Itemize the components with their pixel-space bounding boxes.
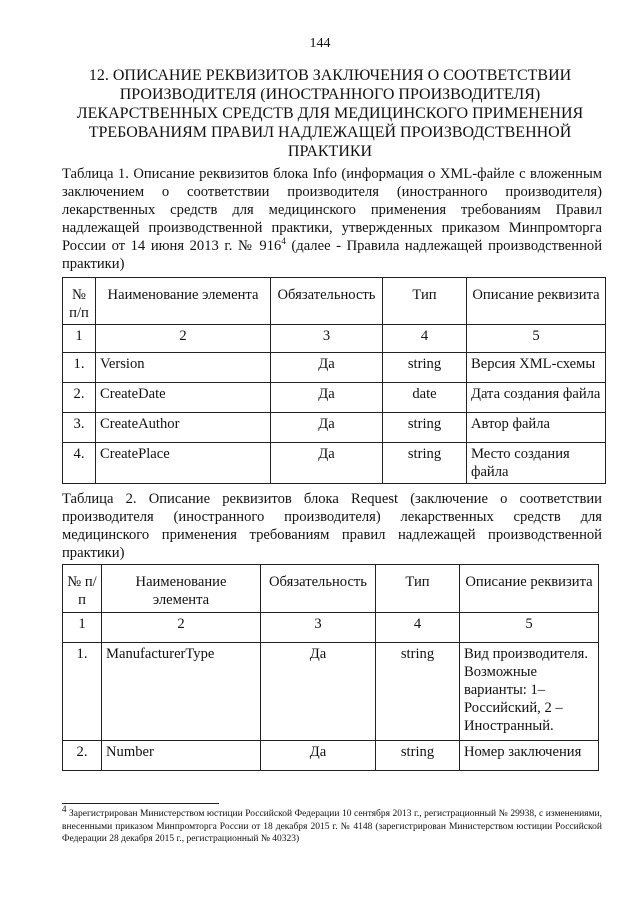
element-required: Да — [271, 383, 383, 413]
table-row — [63, 643, 599, 741]
footnote-text: Зарегистрирован Министерством юстиции Российской Федерации 10 сентября 2013 г., регистрационный № 29938, с изменениями, внесенными приказом Минпромторга России от 18 декабря 2015 г. № 4148 (зарегистрирован Министерством юстиции Российской Федерации 28 декабря 2015 г., регистрационный № 40323) — [62, 809, 602, 844]
page-number: 144 — [309, 36, 331, 51]
row-number: 2. — [63, 383, 96, 413]
table1-header-required: Обязательность — [271, 278, 383, 325]
element-description: Автор файла — [467, 413, 606, 443]
table1-caption-tail: (далее - Правила надлежащей производственной практики) — [62, 238, 603, 272]
element-required: Да — [261, 643, 376, 741]
element-description: Место создания файла — [467, 443, 606, 484]
row-number: 1. — [63, 353, 96, 383]
table2-col-number: 2 — [102, 613, 261, 643]
table2 — [62, 564, 599, 771]
element-type: string — [383, 353, 467, 383]
row-number: 3. — [63, 413, 96, 443]
element-required: Да — [271, 413, 383, 443]
element-name: Number — [102, 741, 261, 771]
element-type: string — [376, 741, 460, 771]
element-type: date — [383, 383, 467, 413]
element-required: Да — [271, 443, 383, 484]
table2-col-number: 5 — [460, 613, 599, 643]
table1-col-number: 1 — [63, 325, 96, 353]
table1 — [62, 277, 606, 484]
footnote-reference[interactable]: 4 — [281, 236, 286, 247]
element-name: CreateDate — [96, 383, 271, 413]
element-name: Version — [96, 353, 271, 383]
table-row — [63, 413, 606, 443]
element-name: ManufacturerType — [102, 643, 261, 741]
table2-header-desc: Описание реквизита — [460, 565, 599, 613]
table2-numbering-row — [63, 613, 599, 643]
table-row — [63, 383, 606, 413]
table2-col-number: 3 — [261, 613, 376, 643]
table1-col-number: 4 — [383, 325, 467, 353]
element-name: CreatePlace — [96, 443, 271, 484]
table2-header-required: Обязательность — [261, 565, 376, 613]
element-type: string — [376, 643, 460, 741]
element-required: Да — [261, 741, 376, 771]
element-description: Номер заключения — [460, 741, 599, 771]
element-required: Да — [271, 353, 383, 383]
row-number: 2. — [63, 741, 102, 771]
table-row — [63, 353, 606, 383]
table1-caption-text: Таблица 1. Описание реквизитов блока Info (информация о XML-файле с вложенным заключением о соответствии производителя (иностранного производителя) лекарственных средств для медицинского применения требованиям Правил надлежащей производственной практики, утвержденных приказом Минпромторга России от 14 июня 2013 г. № 916 — [62, 166, 602, 254]
table1-header-name: Наименование элемента — [96, 278, 271, 325]
table2-header-type: Тип — [376, 565, 460, 613]
table1-header-type: Тип — [383, 278, 467, 325]
row-number: 4. — [63, 443, 96, 484]
element-name: CreateAuthor — [96, 413, 271, 443]
table2-header-name: Наименование элемента — [102, 565, 261, 613]
table1-header-num: № п/п — [63, 278, 96, 325]
table2-col-number: 1 — [63, 613, 102, 643]
element-description: Вид производителя. Возможные варианты: 1– Российский, 2 – Иностранный. — [460, 643, 599, 741]
table1-caption — [62, 165, 602, 273]
element-type: string — [383, 443, 467, 484]
table-row — [63, 741, 599, 771]
table1-col-number: 2 — [96, 325, 271, 353]
table1-col-number: 3 — [271, 325, 383, 353]
table2-caption: Таблица 2. Описание реквизитов блока Request (заключение о соответствии производителя (иностранного производителя) лекарственных средств для медицинского применения требованиям правил надлежащей производственной практики) — [62, 491, 602, 561]
table1-col-number: 5 — [467, 325, 606, 353]
table2-header-num: № п/п — [63, 565, 102, 613]
table-row — [63, 443, 606, 484]
table1-header-desc: Описание реквизита — [467, 278, 606, 325]
element-description: Дата создания файла — [467, 383, 606, 413]
row-number: 1. — [63, 643, 102, 741]
table2-col-number: 4 — [376, 613, 460, 643]
footnote-divider — [62, 803, 219, 804]
element-description: Версия XML-схемы — [467, 353, 606, 383]
footnote-mark: 4 — [62, 803, 67, 814]
element-type: string — [383, 413, 467, 443]
section-title: 12. ОПИСАНИЕ РЕКВИЗИТОВ ЗАКЛЮЧЕНИЯ О СООТВЕТСТВИИ ПРОИЗВОДИТЕЛЯ (ИНОСТРАННОГО ПРОИЗВОДИТЕЛЯ) ЛЕКАРСТВЕННЫХ СРЕДСТВ ДЛЯ МЕДИЦИНСКОГО ПРИМЕНЕНИЯ ТРЕБОВАНИЯМ ПРАВИЛ НАДЛЕЖАЩЕЙ ПРОИЗВОДСТВЕННОЙ ПРАКТИКИ — [76, 67, 584, 160]
table1-numbering-row — [63, 325, 606, 353]
footnote — [62, 803, 602, 846]
